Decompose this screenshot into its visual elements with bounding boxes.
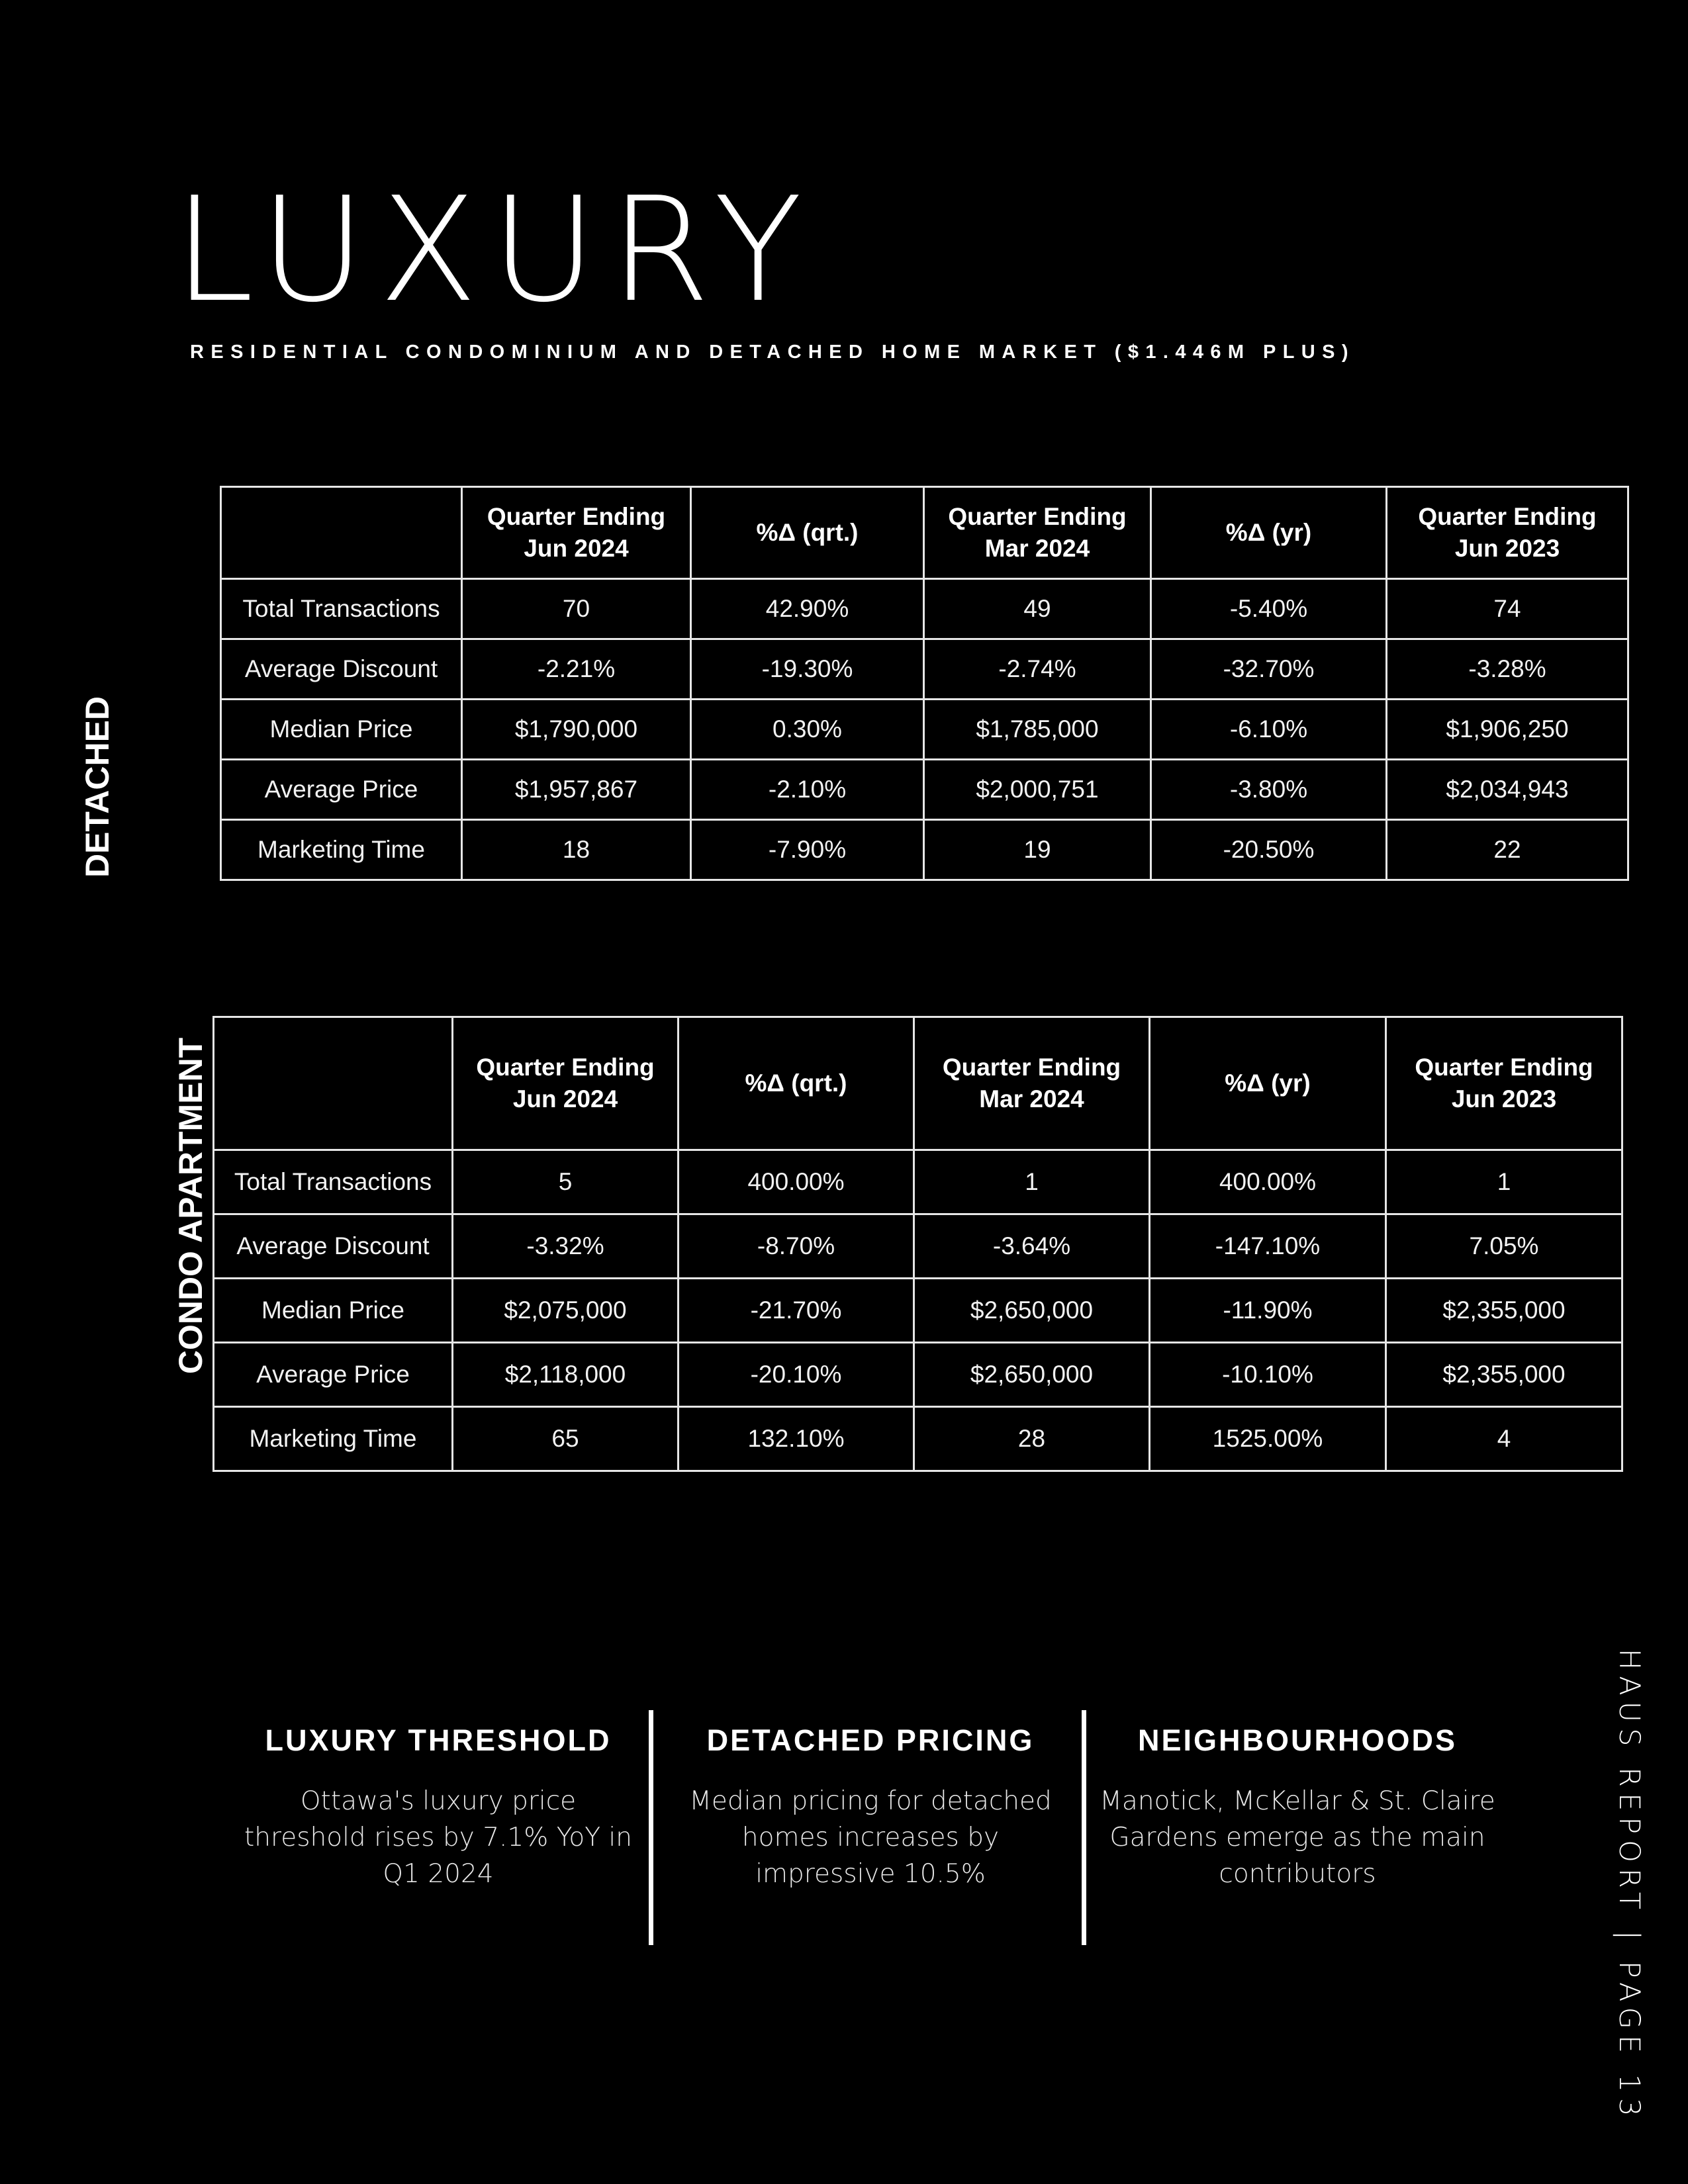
table-cell: 19 — [924, 820, 1151, 880]
table-row — [214, 1343, 1622, 1407]
table-cell: -32.70% — [1151, 639, 1387, 700]
table-cell: 5 — [453, 1150, 679, 1214]
table-cell: 7.05% — [1386, 1214, 1622, 1279]
table-row — [214, 1214, 1622, 1279]
table-cell: 42.90% — [691, 579, 924, 639]
table-cell: 132.10% — [679, 1407, 914, 1471]
column-header: Quarter Ending Mar 2024 — [924, 487, 1151, 579]
column-header: Quarter Ending Jun 2024 — [462, 487, 691, 579]
table-cell: -5.40% — [1151, 579, 1387, 639]
table-cell: $1,906,250 — [1387, 700, 1628, 760]
table-cell: -3.28% — [1387, 639, 1628, 700]
table-cell: $2,118,000 — [453, 1343, 679, 1407]
table-cell: $1,785,000 — [924, 700, 1151, 760]
table-cell: -10.10% — [1150, 1343, 1386, 1407]
table-cell: 22 — [1387, 820, 1628, 880]
table-cell: -147.10% — [1150, 1214, 1386, 1279]
column-header: Quarter Ending Jun 2023 — [1387, 487, 1628, 579]
row-label: Average Price — [214, 1343, 453, 1407]
table-cell: -19.30% — [691, 639, 924, 700]
column-header: %Δ (qrt.) — [691, 487, 924, 579]
table-cell: $2,355,000 — [1386, 1279, 1622, 1343]
table-cell: -20.10% — [679, 1343, 914, 1407]
table-cell: 1 — [1386, 1150, 1622, 1214]
page-subtitle: RESIDENTIAL CONDOMINIUM AND DETACHED HOME MARKET ($1.446M PLUS) — [190, 341, 1355, 363]
table-cell: -8.70% — [679, 1214, 914, 1279]
table-cell: $2,650,000 — [914, 1279, 1150, 1343]
highlight-text: Median pricing for detached homes increases by impressive 10.5% — [689, 1786, 1052, 1889]
table-row — [221, 760, 1628, 820]
table-cell: -2.10% — [691, 760, 924, 820]
row-label: Average Price — [221, 760, 462, 820]
detached-table — [220, 486, 1629, 881]
table-row — [221, 700, 1628, 760]
highlight-text: Manotick, McKellar & St. Claire Gardens emerge as the main contributors — [1100, 1786, 1495, 1889]
table-row — [214, 1279, 1622, 1343]
column-header: %Δ (yr) — [1150, 1017, 1386, 1150]
highlight-heading: LUXURY THRESHOLD — [265, 1723, 612, 1757]
table-row — [221, 639, 1628, 700]
row-label: Median Price — [214, 1279, 453, 1343]
highlight-heading: NEIGHBOURHOODS — [1137, 1723, 1458, 1757]
table-cell: $1,957,867 — [462, 760, 691, 820]
table-cell: 65 — [453, 1407, 679, 1471]
table-cell: 1 — [914, 1150, 1150, 1214]
table-cell: -7.90% — [691, 820, 924, 880]
table-cell: -2.21% — [462, 639, 691, 700]
table-cell: 4 — [1386, 1407, 1622, 1471]
table-cell: -3.80% — [1151, 760, 1387, 820]
row-label: Average Discount — [221, 639, 462, 700]
highlight-luxury-threshold — [240, 1721, 637, 1892]
table-cell: 49 — [924, 579, 1151, 639]
header-corner-cell — [221, 487, 462, 579]
table-cell: -20.50% — [1151, 820, 1387, 880]
table-cell: -2.74% — [924, 639, 1151, 700]
table-header-row — [214, 1017, 1622, 1150]
row-label: Total Transactions — [214, 1150, 453, 1214]
highlight-heading: DETACHED PRICING — [706, 1723, 1035, 1757]
column-header: Quarter Ending Jun 2024 — [453, 1017, 679, 1150]
highlight-detached-pricing — [672, 1721, 1069, 1892]
table-row — [214, 1407, 1622, 1471]
row-label: Marketing Time — [221, 820, 462, 880]
condo-section-label: CONDO APARTMENT — [172, 1037, 209, 1375]
table-cell: $1,790,000 — [462, 700, 691, 760]
header-corner-cell — [214, 1017, 453, 1150]
column-header: Quarter Ending Mar 2024 — [914, 1017, 1150, 1150]
table-cell: 400.00% — [1150, 1150, 1386, 1214]
table-cell: -21.70% — [679, 1279, 914, 1343]
table-cell: -11.90% — [1150, 1279, 1386, 1343]
row-label: Total Transactions — [221, 579, 462, 639]
divider — [1082, 1710, 1086, 1945]
condo-table — [212, 1016, 1623, 1472]
table-cell: 28 — [914, 1407, 1150, 1471]
table-cell: 0.30% — [691, 700, 924, 760]
table-cell: 1525.00% — [1150, 1407, 1386, 1471]
column-header: %Δ (yr) — [1151, 487, 1387, 579]
table-row — [221, 579, 1628, 639]
column-header: Quarter Ending Jun 2023 — [1386, 1017, 1622, 1150]
highlight-neighbourhoods — [1099, 1721, 1496, 1892]
table-cell: -6.10% — [1151, 700, 1387, 760]
table-cell: $2,355,000 — [1386, 1343, 1622, 1407]
table-cell: 400.00% — [679, 1150, 914, 1214]
row-label: Median Price — [221, 700, 462, 760]
table-cell: $2,034,943 — [1387, 760, 1628, 820]
detached-section-label: DETACHED — [79, 696, 116, 878]
column-header: %Δ (qrt.) — [679, 1017, 914, 1150]
table-cell: $2,000,751 — [924, 760, 1151, 820]
table-cell: 18 — [462, 820, 691, 880]
table-cell: 74 — [1387, 579, 1628, 639]
table-cell: -3.64% — [914, 1214, 1150, 1279]
footer-page-label: HAUS REPORT | PAGE 13 — [1613, 1649, 1646, 2122]
row-label: Marketing Time — [214, 1407, 453, 1471]
table-row — [221, 820, 1628, 880]
table-row — [214, 1150, 1622, 1214]
highlight-text: Ottawa's luxury price threshold rises by 7.1% YoY in Q1 2024 — [244, 1786, 632, 1889]
table-cell: $2,075,000 — [453, 1279, 679, 1343]
table-header-row — [221, 487, 1628, 579]
table-cell: 70 — [462, 579, 691, 639]
page-title: LUXURY — [173, 167, 816, 334]
divider — [649, 1710, 653, 1945]
table-cell: -3.32% — [453, 1214, 679, 1279]
table-cell: $2,650,000 — [914, 1343, 1150, 1407]
row-label: Average Discount — [214, 1214, 453, 1279]
